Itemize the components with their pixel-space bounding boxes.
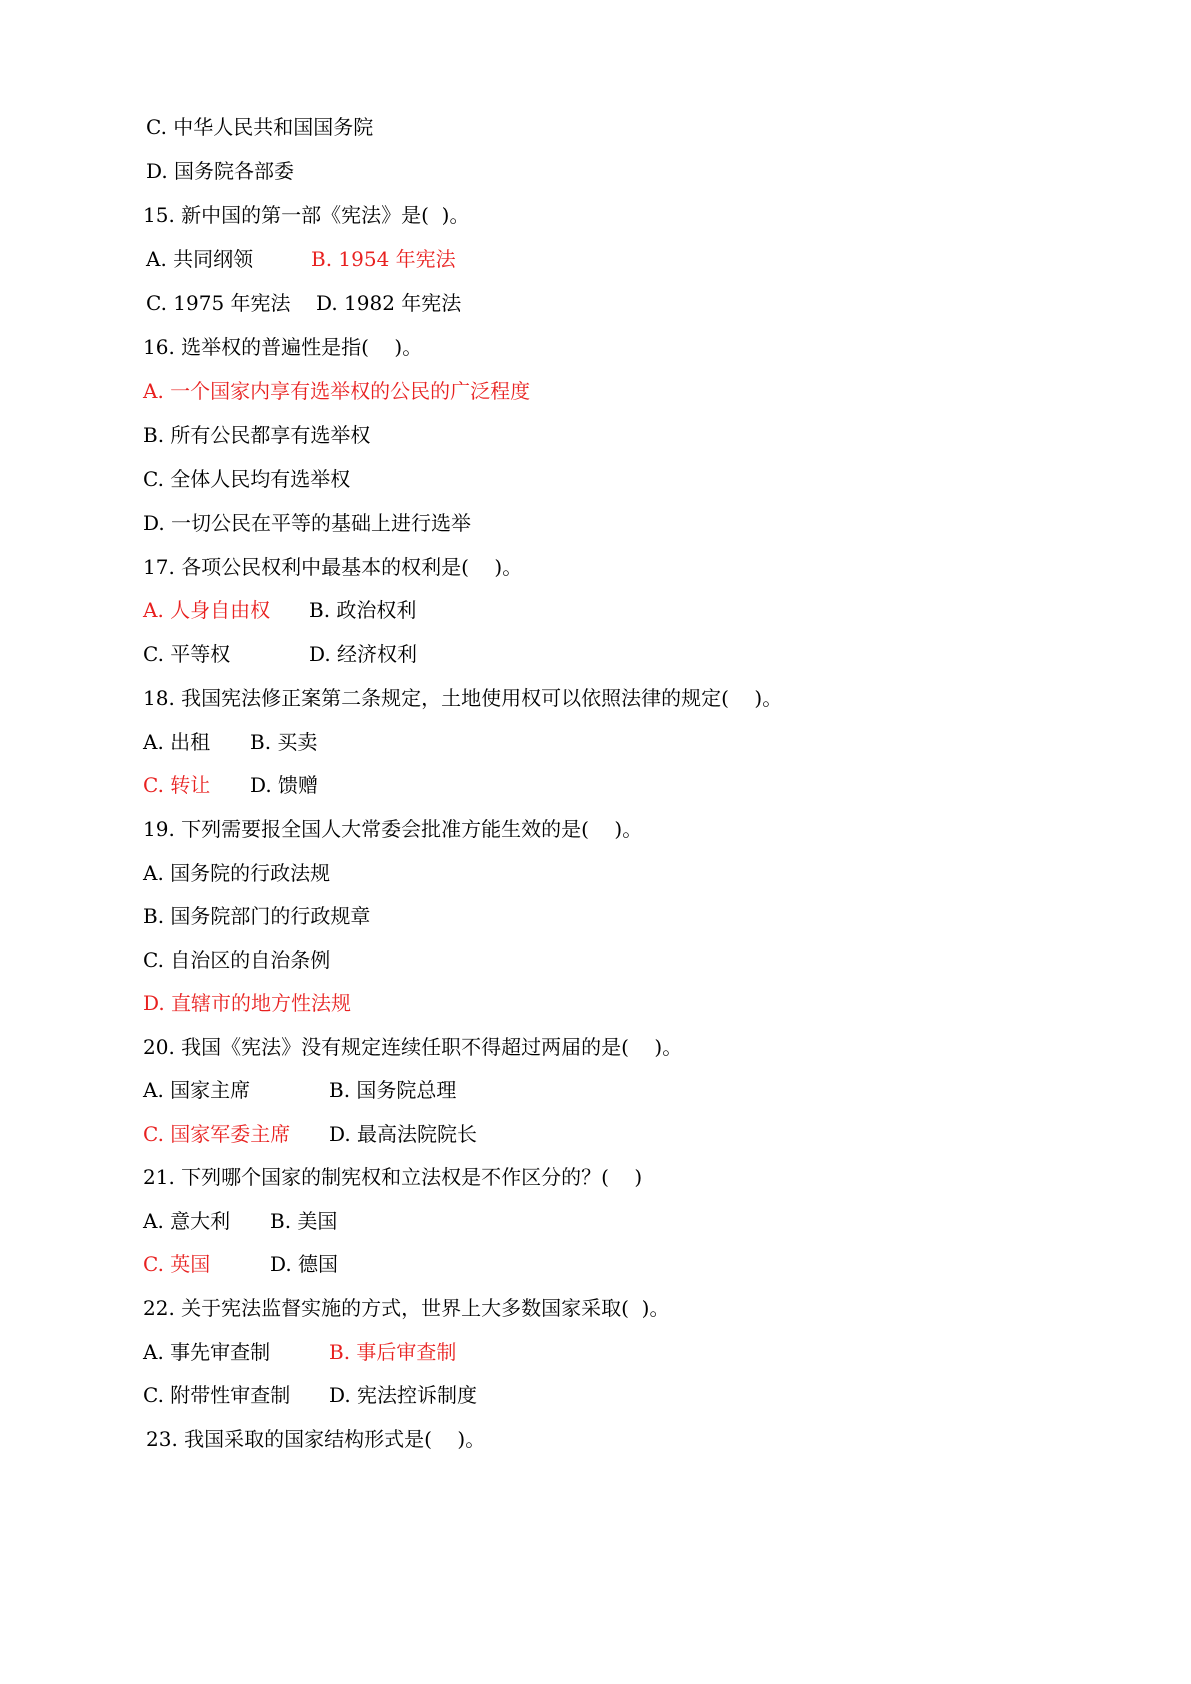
option-a: A. 共同纲领 <box>146 247 254 271</box>
answer-option-d: D. 直辖市的地方性法规 <box>143 991 352 1015</box>
question-18: 18. 我国宪法修正案第二条规定，土地使用权可以依照法律的规定( )。 <box>143 686 783 710</box>
answer-option-c: C. 英国 <box>143 1252 211 1276</box>
option-c: C. 平等权 <box>143 642 231 666</box>
option-c: C. 中华人民共和国国务院 <box>146 115 374 139</box>
option-d: D. 1982 年宪法 <box>316 291 462 315</box>
answer-option-b: B. 事后审查制 <box>329 1340 457 1364</box>
question-22: 22. 关于宪法监督实施的方式，世界上大多数国家采取( )。 <box>143 1296 670 1320</box>
option-d: D. 宪法控诉制度 <box>329 1383 478 1407</box>
option-b: B. 国务院总理 <box>329 1078 457 1102</box>
option-d: D. 经济权利 <box>309 642 418 666</box>
option-a: A. 事先审查制 <box>143 1340 271 1364</box>
answer-option-a: A. 人身自由权 <box>143 598 271 622</box>
option-b: B. 美国 <box>270 1209 338 1233</box>
option-d: D. 国务院各部委 <box>146 159 295 183</box>
question-19: 19. 下列需要报全国人大常委会批准方能生效的是( )。 <box>143 817 643 841</box>
option-a: A. 国务院的行政法规 <box>143 861 331 885</box>
option-d: D. 德国 <box>270 1252 339 1276</box>
option-d: D. 一切公民在平等的基础上进行选举 <box>143 511 472 535</box>
option-a: A. 意大利 <box>143 1209 231 1233</box>
question-16: 16. 选举权的普遍性是指( )。 <box>143 335 423 359</box>
question-23: 23. 我国采取的国家结构形式是( )。 <box>146 1427 486 1451</box>
answer-option-a: A. 一个国家内享有选举权的公民的广泛程度 <box>143 379 531 403</box>
option-d: D. 最高法院院长 <box>329 1122 478 1146</box>
option-d: D. 馈赠 <box>250 773 319 797</box>
option-b: B. 国务院部门的行政规章 <box>143 904 371 928</box>
option-c: C. 自治区的自治条例 <box>143 948 331 972</box>
question-21: 21. 下列哪个国家的制宪权和立法权是不作区分的？( ) <box>143 1165 643 1189</box>
option-b: B. 所有公民都享有选举权 <box>143 423 371 447</box>
answer-option-c: C. 国家军委主席 <box>143 1122 291 1146</box>
option-b: B. 买卖 <box>250 730 318 754</box>
option-c: C. 附带性审查制 <box>143 1383 291 1407</box>
option-c: C. 全体人民均有选举权 <box>143 467 351 491</box>
option-b: B. 政治权利 <box>309 598 417 622</box>
answer-option-c: C. 转让 <box>143 773 211 797</box>
option-c: C. 1975 年宪法 <box>146 291 291 315</box>
option-a: A. 出租 <box>143 730 211 754</box>
question-17: 17. 各项公民权利中最基本的权利是( )。 <box>143 555 523 579</box>
question-20: 20. 我国《宪法》没有规定连续任职不得超过两届的是( )。 <box>143 1035 683 1059</box>
option-a: A. 国家主席 <box>143 1078 251 1102</box>
question-15: 15. 新中国的第一部《宪法》是( )。 <box>143 203 470 227</box>
answer-option-b: B. 1954 年宪法 <box>311 247 456 271</box>
